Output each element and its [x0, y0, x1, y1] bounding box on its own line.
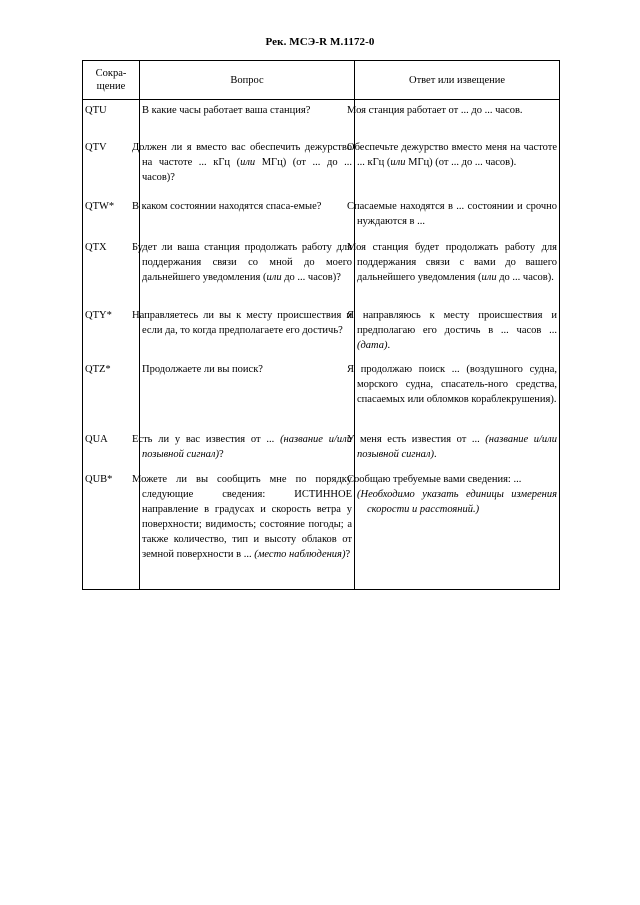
table-row — [83, 140, 560, 199]
answer-note-text: (Необходимо указать единицы измерения скорости и расстояний.) — [357, 489, 557, 515]
answer-text: . — [387, 340, 391, 351]
abbreviation-cell: QUA — [83, 432, 140, 472]
question-text-italic: или — [240, 157, 256, 168]
table-row — [83, 199, 560, 240]
table-row — [83, 472, 560, 590]
question-cell — [132, 199, 355, 240]
question-cell — [132, 240, 355, 308]
abbreviation-cell: QTX — [83, 240, 140, 308]
question-text: Можете ли вы сообщить мне по порядку следующие сведения: ИСТИННОЕ направление в градусах и скорость ветра у поверхности; видимость; состояние погоды; а также количество, тип и высоту облаков от земной поверхности в ... — [132, 474, 352, 560]
answer-text: Обеспечьте дежурство вместо меня на частоте ... кГц ( — [347, 142, 557, 168]
answer-text: МГц) (от ... до ... часов). — [405, 157, 517, 168]
answer-cell — [347, 308, 560, 362]
abbreviation-cell: QUB* — [83, 472, 140, 590]
answer-text: У меня есть известия от ... — [347, 434, 486, 445]
column-header-abbreviation-line2: щение — [96, 81, 126, 92]
abbreviation-cell: QTY* — [83, 308, 140, 362]
answer-cell — [347, 100, 560, 141]
question-text: до ... часов)? — [281, 272, 341, 283]
abbreviation-cell: QTV — [83, 140, 140, 199]
table-row — [83, 432, 560, 472]
question-cell — [132, 472, 355, 590]
answer-text-italic: или — [481, 272, 497, 283]
answer-text-italic: или — [390, 157, 406, 168]
question-text-italic: или — [266, 272, 282, 283]
question-cell — [132, 140, 355, 199]
question-text: ? — [219, 449, 224, 460]
table-row — [83, 240, 560, 308]
abbreviation-cell: QTU — [83, 100, 140, 141]
answer-cell — [347, 199, 560, 240]
question-cell — [132, 432, 355, 472]
question-cell — [140, 362, 355, 432]
question-text: МГц) (от ... до ... часов)? — [142, 157, 353, 183]
answer-text: Моя станция будет продолжать работу для поддержания связи с вами до вашего дальнейшего уведомления ( — [347, 242, 557, 283]
table-row — [83, 308, 560, 362]
question-text: В какие часы работает ваша станция? — [142, 105, 311, 116]
column-header-answer: Ответ или извещение — [355, 61, 560, 100]
answer-text-italic: (дата) — [357, 340, 388, 351]
answer-text: Я продолжаю поиск ... (воздушного судна, морского судна, спасатель-ного средства, спасаемых или обломков кораблекрушения). — [347, 364, 557, 405]
column-header-abbreviation — [83, 61, 140, 100]
answer-text: Сообщаю требуемые вами сведения: ... — [347, 474, 522, 485]
answer-cell — [347, 472, 560, 590]
answer-text: Спасаемые находятся в ... состоянии и срочно нуждаются в ... — [347, 201, 557, 227]
page-header: Рек. МСЭ-R M.1172-0 — [265, 36, 375, 48]
column-header-question: Вопрос — [140, 61, 355, 100]
question-text: ? — [345, 549, 351, 560]
question-text: Должен ли я вместо вас обеспечить дежурство на частоте ... кГц ( — [132, 142, 352, 168]
column-header-abbreviation-line1: Сокра- — [95, 68, 127, 79]
answer-text: . — [434, 449, 437, 460]
answer-text: Моя станция работает от ... до ... часов. — [347, 105, 523, 116]
table-header-row — [83, 61, 560, 100]
answer-cell — [347, 240, 560, 308]
question-cell — [132, 308, 355, 362]
q-code-table — [82, 60, 560, 590]
question-text-italic: (место наблюдения) — [254, 549, 346, 560]
abbreviation-cell: QTW* — [83, 199, 140, 240]
answer-text: до ... часов). — [496, 272, 554, 283]
question-text: Будет ли ваша станция продолжать работу для поддержания связи со мной до моего дальнейшего уведомления ( — [132, 242, 352, 283]
answer-text: Я направляюсь к месту происшествия и предполагаю его достичь в ... часов ... — [347, 310, 557, 336]
answer-text-italic: (название и/или позывной сигнал) — [357, 434, 557, 460]
question-text: Продолжаете ли вы поиск? — [142, 364, 263, 375]
answer-cell — [347, 432, 560, 472]
answer-cell — [347, 362, 560, 432]
abbreviation-cell: QTZ* — [83, 362, 140, 432]
question-text: Есть ли у вас известия от ... — [132, 434, 281, 445]
table-row — [83, 362, 560, 432]
question-text: Направляетесь ли вы к месту происшествия и если да, то когда предполагаете его достичь? — [132, 310, 352, 336]
question-text: В каком состоянии находятся спаса-емые? — [132, 201, 322, 212]
answer-note — [357, 487, 557, 517]
table-row — [83, 100, 560, 141]
question-text-italic: (название и/или позывной сигнал) — [142, 434, 353, 460]
answer-cell — [347, 140, 560, 199]
question-cell — [140, 100, 355, 141]
